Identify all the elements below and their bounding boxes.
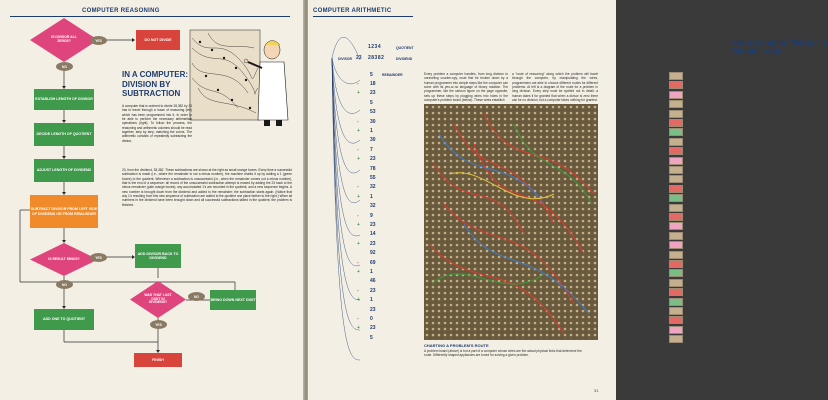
arith-sign: -	[357, 184, 359, 191]
article-body-1: A computer that is ordered to divide 28,382 by 23 has to travel through a maze of reasoning (left) which has been programmed into it, in order to be able to perform the necessary arithmetical operations (right). To follow the process, the reasoning and arithmetic columns should be read together, step by step, matching the colors. The arithmetic consists of repeatedly subtracting the divisor,	[122, 104, 192, 143]
left-page	[0, 0, 305, 400]
bring-down-digit-box: BRING DOWN NEXT DIGIT	[210, 290, 256, 310]
arith-box	[669, 166, 683, 174]
decision-result-minus-text: IS RESULT MINUS?	[48, 256, 80, 261]
caption-text: A problem board (above) is but a part of a computer whose wires are the actual physical links that determine the route. Differently shaped appliances are tuned for solving a given problem.	[424, 349, 582, 358]
arith-value: 23	[370, 221, 376, 228]
arith-sign: -	[357, 146, 359, 153]
arith-box	[669, 91, 683, 99]
arith-sign: +	[357, 297, 360, 304]
no-connector-2: NO	[56, 280, 73, 289]
divisor-label: DIVISOR	[338, 57, 352, 61]
arith-value: 53	[370, 109, 376, 116]
arith-box	[669, 298, 683, 306]
arith-value: 30	[370, 118, 376, 125]
arith-box	[669, 307, 683, 315]
page-number: 31	[594, 388, 599, 393]
arith-sign: -	[357, 287, 359, 294]
establish-divisor-box: ESTABLISH LENGTH OF DIVISOR	[34, 89, 94, 110]
arith-box	[669, 269, 683, 277]
arith-value: 5	[370, 71, 373, 78]
dividend-label: DIVIDEND	[396, 57, 413, 61]
arith-value: 23	[370, 156, 376, 163]
arith-value: 18	[370, 80, 376, 87]
arith-sign: +	[357, 156, 360, 163]
arith-box	[669, 81, 683, 89]
quotient-label: QUOTIENT	[396, 46, 414, 50]
plugboard-photo	[424, 104, 598, 340]
subtract-divisor-box: SUBTRACT DIVISOR FROM LEFT SIDE OF DIVIDEND OR FROM REMAINDER	[30, 195, 98, 228]
arith-value: 0	[370, 315, 373, 322]
arith-box	[669, 279, 683, 287]
arith-box	[669, 72, 683, 80]
arith-sign: -	[357, 212, 359, 219]
quotient-value: 1234	[368, 44, 382, 50]
arith-value: 7	[370, 146, 373, 153]
decision-last-digit-text: WAS THAT LAST DIGIT IN DIVIDEND?	[144, 292, 172, 305]
do-not-divide-box: DO NOT DIVIDE	[136, 30, 180, 50]
arith-value: 69	[370, 259, 376, 266]
plugboard-image-icon	[424, 104, 598, 340]
arith-value: 55	[370, 174, 376, 181]
arith-box	[669, 260, 683, 268]
arith-value: 23	[370, 287, 376, 294]
right-article-col-2: a "route of reasoning" along which the problem will travel through the computer, by manipulating the wires, programmers are able to choose different routes for different problems. At left is a diagram of the route for a problem in long division. Every step must be spelled out in detail: a human takes it for granted that when a divisor is zero there can be no division, but a computer takes nothing for granted.	[512, 72, 598, 102]
arith-value: 1	[370, 297, 373, 304]
arith-box	[669, 232, 683, 240]
decision-result-minus	[30, 243, 98, 276]
article-body-2: 23, from the dividend, 28,382. These subtractions are shown at the right as small orange boxes. Every time a successful subtraction is made (i.e., where the remainder is not a minus number), the machine chalks it up by adding a 1 (green boxes) to the quotient. Whenever a subtraction is unsuccessful (i.e., when the remainder comes out a minus number), that is the end of a sequence: all record of the unsuccessful subtraction attempt is erased by adding the 23 back to the minus remainder (pale orange boxes); any accumulated 1's are recorded in the quotient, and a new sequence begins. A new number is brought down from the dividend and added to the remainder; the subtraction starts again. (Notice that any 1's resulting from this new sequence of subtraction are added to the quotient one place farther to the right.) When all numbers in the dividend have been brought down and all successful subtractions tallied in the quotient, the problem is finished.	[122, 168, 292, 207]
arith-value: 23	[370, 90, 376, 97]
arith-box	[669, 316, 683, 324]
arith-box	[669, 185, 683, 193]
arith-box	[669, 110, 683, 118]
arith-box	[669, 147, 683, 155]
arith-box	[669, 326, 683, 334]
yes-connector-2: YES	[90, 253, 107, 262]
remainder-label: REMAINDER	[382, 73, 403, 77]
arith-value: 1	[370, 193, 373, 200]
right-page-header: COMPUTER ARITHMETIC	[313, 8, 392, 14]
arith-sign: +	[357, 221, 360, 228]
arith-value: 46	[370, 278, 376, 285]
arith-box	[669, 175, 683, 183]
decision-divisor-zero-text: IS DIVISOR ALL ZEROS?	[51, 35, 77, 43]
arith-sign: -	[357, 315, 359, 322]
arith-value: 1	[370, 268, 373, 275]
arith-value: 78	[370, 165, 376, 172]
arith-sign: -	[357, 118, 359, 125]
arith-value: 23	[370, 325, 376, 332]
arith-value: 9	[370, 212, 373, 219]
arith-sign: -	[357, 80, 359, 87]
arith-box	[669, 288, 683, 296]
arith-box	[669, 119, 683, 127]
arith-value: 5	[370, 99, 373, 106]
arith-box	[669, 213, 683, 221]
yes-connector-3: YES	[150, 320, 167, 329]
caption-title: CHARTING A PROBLEM'S ROUTE	[424, 343, 489, 348]
arith-box	[669, 128, 683, 136]
arith-sign: +	[357, 127, 360, 134]
arith-sign: +	[357, 325, 360, 332]
no-connector-1: NO	[56, 62, 73, 71]
arith-box	[669, 222, 683, 230]
arith-sign: -	[357, 259, 359, 266]
dividend-value: 28382	[368, 55, 385, 61]
arith-box	[669, 335, 683, 343]
add-divisor-back-box: ADD DIVISOR BACK TO DIVIDEND	[135, 244, 181, 268]
adjust-dividend-box: ADJUST LENGTH OF DIVIDEND	[34, 159, 94, 182]
left-page-header: COMPUTER REASONING	[82, 8, 160, 14]
arith-sign: +	[357, 268, 360, 275]
arith-box	[669, 157, 683, 165]
decision-divisor-zero	[30, 18, 98, 62]
yes-connector-1: YES	[90, 36, 107, 45]
no-connector-3: NO	[188, 292, 205, 301]
arith-box	[669, 194, 683, 202]
arith-value: 32	[370, 203, 376, 210]
decision-last-digit	[130, 281, 186, 318]
arith-box	[669, 100, 683, 108]
arith-value: 32	[370, 184, 376, 191]
arith-value: 14	[370, 231, 376, 238]
arith-value: 30	[370, 137, 376, 144]
arith-value: 23	[370, 240, 376, 247]
decide-quotient-box: DECIDE LENGTH OF QUOTIENT	[34, 123, 94, 146]
arith-sign: +	[357, 90, 360, 97]
article-title: IN A COMPUTER: DIVISION BY SUBTRACTION	[122, 70, 189, 99]
finish-box: FINISH	[134, 353, 182, 367]
arith-value: 92	[370, 250, 376, 257]
arith-value: 23	[370, 306, 376, 313]
arith-box	[669, 251, 683, 259]
arith-value: 1	[370, 127, 373, 134]
arith-box	[669, 138, 683, 146]
arith-sign: +	[357, 240, 360, 247]
arith-sign: +	[357, 193, 360, 200]
add-one-quotient-box: ADD ONE TO QUOTIENT	[34, 309, 94, 330]
right-article-col-1: Every problem a computer handles, from long division to unraveling counter-spy, must first be broken down by a human programmer into simple steps like the computer can solve with its yes-or-no language of binary notation. The programmer, like the cartoon figure on the page opposite, sets up these steps by plugging wires into holes in the computer's problem board (below). These wires establish	[424, 72, 508, 102]
right-article-title: For a Complex "Brain," a Simple Logic	[732, 38, 827, 57]
arith-value: 5	[370, 334, 373, 341]
divisor-value: 23	[356, 55, 362, 61]
arith-box	[669, 204, 683, 212]
arith-box	[669, 241, 683, 249]
